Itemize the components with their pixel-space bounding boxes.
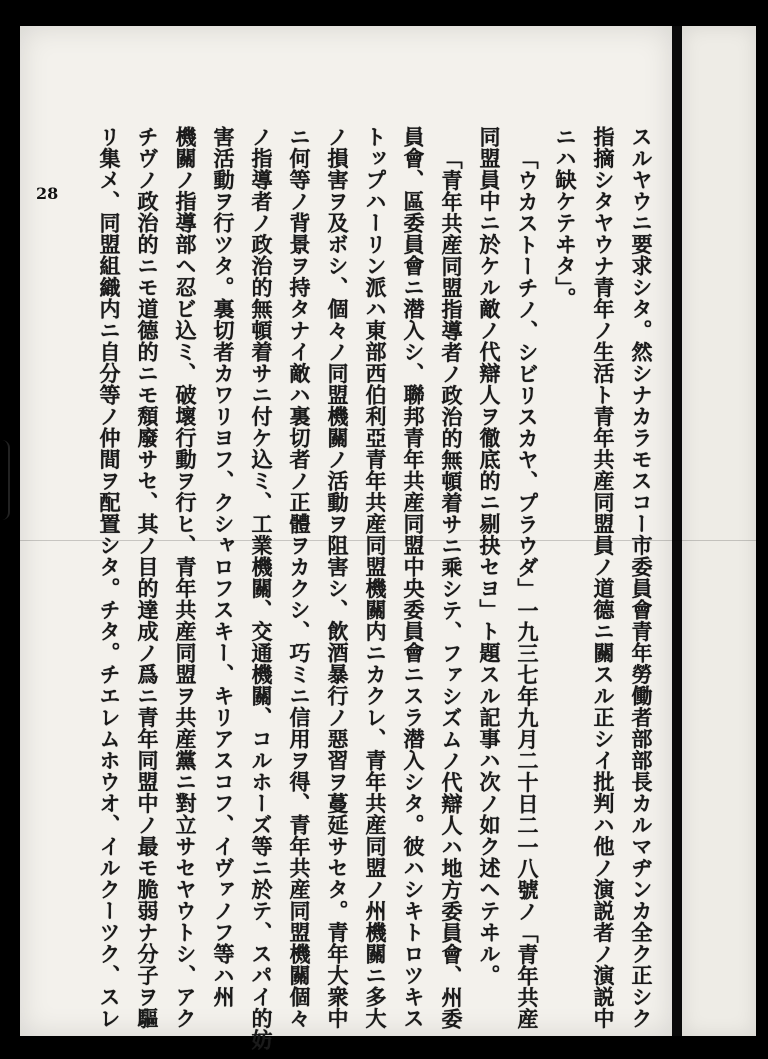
facing-page-edge xyxy=(682,26,756,1036)
text-column: スルヤウニ要求シタ。然シナカラモスコー市委員會青年勞働者部部長カルマヂンカ全ク正シク xyxy=(629,126,654,1029)
text-column: 害活動ヲ行ツタ。裏切者カワリヨフ、クシャロフスキー、キリアスコフ、イヴァノフ等ハ州 xyxy=(211,126,236,1008)
page-number: 28 xyxy=(36,184,59,203)
text-column: 員會、區委員會ニ潜入シ、聯邦青年共産同盟中央委員會ニスラ潜入シタ。彼ハシキトロツキス xyxy=(401,126,426,1029)
text-body xyxy=(90,126,660,1051)
text-column: 指摘シタヤウナ青年ノ生活ト青年共産同盟員ノ道德ニ關スル正シイ批判ハ他ノ演説者ノ演説中 xyxy=(591,126,616,1029)
text-column: トップハーリン派ハ東部西伯利亞青年共産同盟機關内ニカクレ、青年共産同盟ノ州機關ニ多大 xyxy=(363,126,388,1029)
text-column: 「青年共産同盟指導者ノ政治的無頓着サニ乘シテ、ファシズムノ代辯人ハ地方委員會、州委 xyxy=(439,148,464,1030)
binding-mark xyxy=(0,440,10,520)
text-column: 機關ノ指導部ヘ忍ビ込ミ、破壞行動ヲ行ヒ、青年共産同盟ヲ共産黨ニ對立サセヤウトシ、アク xyxy=(173,126,198,1029)
text-column: 同盟員中ニ於ケル敵ノ代辯人ヲ徹底的ニ剔抉セヨ」ト題スル記事ハ次ノ如ク述ヘテヰル。 xyxy=(477,126,502,986)
text-column: ニ何等ノ背景ヲ持タナイ敵ハ裏切者ノ正體ヲカクシ、巧ミニ信用ヲ得、青年共産同盟機關個々 xyxy=(287,126,312,1029)
text-column: 「ウカストーチノ、シビリスカヤ、プラウダ」一九三七年九月二十日二一八號ノ「青年共産 xyxy=(515,148,540,1030)
document-page xyxy=(20,26,672,1051)
scan-artifact-line xyxy=(20,540,756,541)
text-column: チヴノ政治的ニモ道德的ニモ頽廢サセ、其ノ目的達成ノ爲ニ青年同盟中ノ最モ脆弱ナ分子ヲ驅 xyxy=(135,126,160,1029)
text-column: リ集メ、同盟組織内ニ自分等ノ仲間ヲ配置シタ。チタ。チエレムホウオ、イルクーツク、スレ xyxy=(97,126,122,1029)
text-column: ノ指導者ノ政治的無頓着サニ付ケ込ミ、工業機關、交通機關、コルホーズ等ニ於テ、スパイ的妨 xyxy=(249,126,274,1051)
text-column: ニハ缺ケテヰタ」。 xyxy=(553,126,578,309)
page-gutter xyxy=(672,26,682,1036)
text-column: ノ損害ヲ及ボシ、個々ノ同盟機關ノ活動ヲ阻害シ、飲酒暴行ノ惡習ヲ蔓延サセタ。青年大衆中 xyxy=(325,126,350,1029)
